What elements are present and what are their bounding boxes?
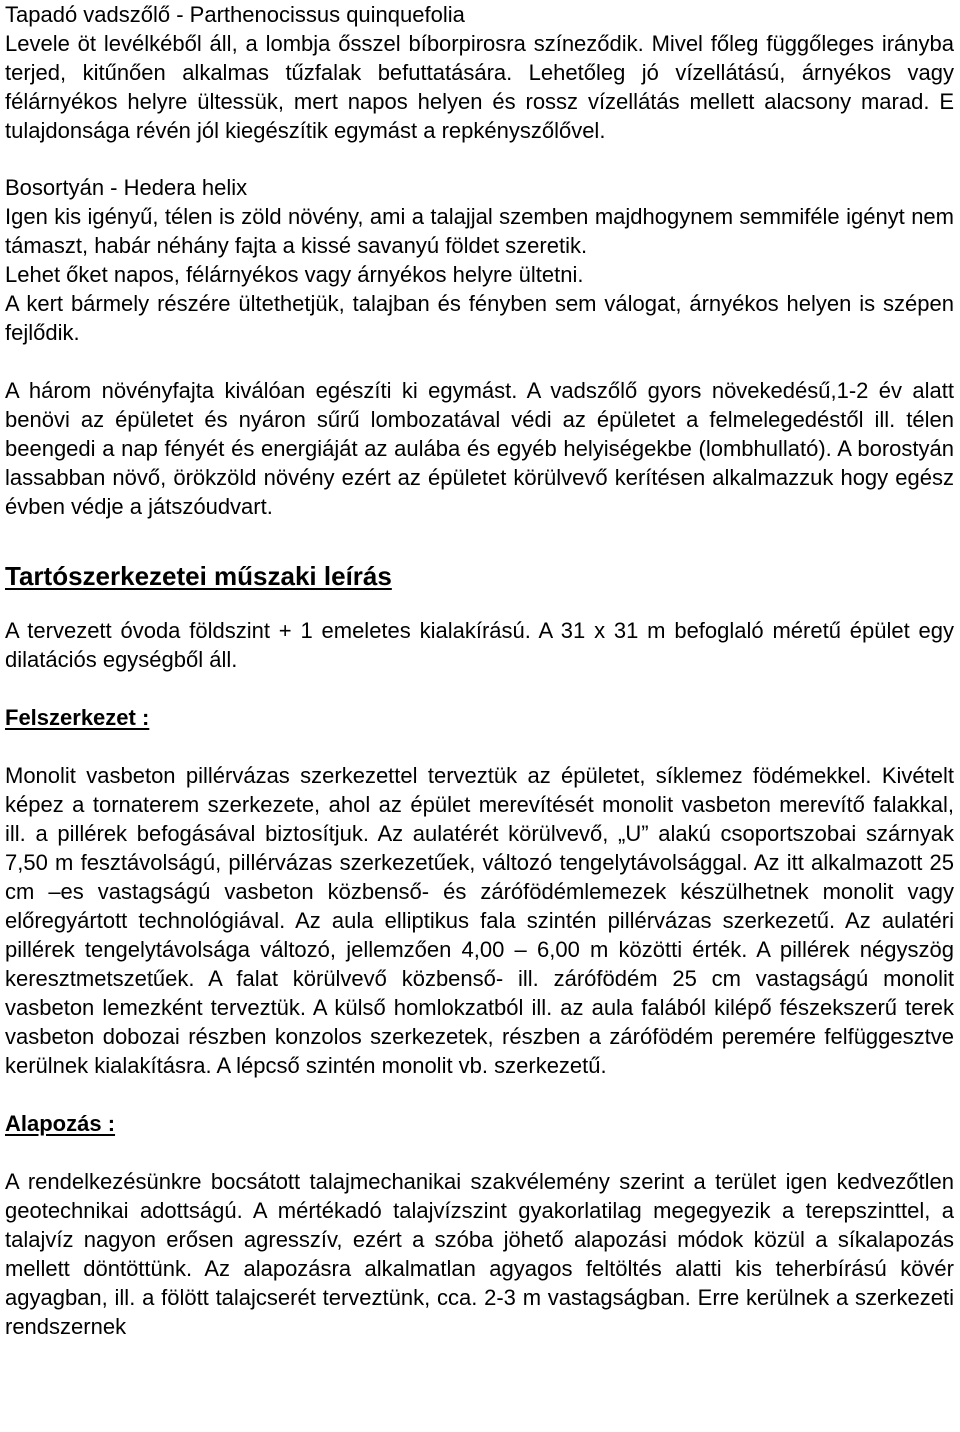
ivy-planting: A kert bármely részére ültethetjük, talajban és fényben sem válogat, árnyékos helyen is szépen fejlődik. <box>5 291 954 345</box>
ivy-title: Bosortyán - Hedera helix <box>5 175 248 200</box>
ivy-light-requirements: Lehet őket napos, félárnyékos vagy árnyékos helyre ültetni. <box>5 262 584 287</box>
superstructure-heading: Felszerkezet : <box>5 705 150 730</box>
structure-intro: A tervezett óvoda földszint + 1 emeletes kialakírású. A 31 x 31 m befoglaló méretű épület egy dilatációs egységből áll. <box>5 618 954 672</box>
foundation-paragraph: A rendelkezésünkre bocsátott talajmechanikai szakvélemény szerint a terület igen kedvezőtlen geotechnikai adottságú. A mértékadó talajvízszint gyakorlatilag megegyezik a terepszinttel, a talajvíz nagyon erősen agresszív, ezért a szóba jöhető alapozási módok közül a síkalapozás mellett döntöttünk. Az alapozásra alkalmatlan agyagos feltöltés alatti kis teherbírású kövér agyagban, ill. a fölött talajcserét terveztünk, cca. 2-3 m vastagságban. Erre kerülnek a szerkezeti rendszernek <box>5 1169 954 1339</box>
superstructure-paragraph: Monolit vasbeton pillérvázas szerkezettel terveztük az épületet, síklemez födémekkel. Kivételt képez a tornaterem szerkezete, ahol az épület merevítését monolit vasbeton merevítő falakkal, ill. a pillérek befogásával biztosítjuk. Az aulatérét körülvevő, „U” alakú csoportszobai szárnyak 7,50 m fesztávolságú, pillérvázas szerkezetűek, változó tengelytávolsággal. Az itt alkalmazott 25 cm –es vastagságú vasbeton közbenső- és zárófödémlemezek készülhetnek monolit vagy előregyártott technológiával. Az aula elliptikus fala szintén pillérvázas szerkezetű. Az aulatéri pillérek tengelytávolsága változó, jellemzően 4,00 – 6,00 m közötti érték. A pillérek négyszög keresztmetszetűek. A falat körülvevő közbenső- ill. zárófödém 25 cm vastagságú monolit vasbeton lemezként terveztük. A külső homlokzatból ill. az aula falából kilépő fészekszerű terek vasbeton dobozai részben konzolos szerkezetek, részben a zárófödém peremére felfüggesztve kerülnek kialakításra. A lépcső szintén monolit vb. szerkezetű. <box>5 763 954 1078</box>
ivy-description: Igen kis igényű, télen is zöld növény, ami a talajjal szemben majdhogynem semmiféle igényt nem támaszt, habár néhány fajta a kissé savanyú földet szeretik. <box>5 204 954 258</box>
vine-title: Tapadó vadszőlő - Parthenocissus quinquefolia <box>5 2 465 27</box>
vine-description: Levele öt levélkéből áll, a lombja ősszel bíborpirosra színeződik. Mivel főleg függőleges irányba terjed, kitűnően alkalmas tűzfalak befuttatására. Lehetőleg jó vízellátású, árnyékos vagy félárnyékos helyre ültessük, mert napos helyen és rossz vízellátás mellett alacsony marad. E tulajdonsága révén jól kiegészítik egymást a repkényszőlővel. <box>5 31 954 143</box>
structure-heading: Tartószerkezetei műszaki leírás <box>5 561 392 591</box>
plants-combined-paragraph: A három növényfajta kiválóan egészíti ki egymást. A vadszőlő gyors növekedésű,1-2 év alatt benövi az épületet és nyáron sűrű lombozatával védi az épületet a felmelegedéstől ill. télen beengedi a nap fényét és energiáját az aulába és egyéb helyiségekbe (lombhullató). A borostyán lassabban növő, örökzöld növény ezért az épületet körülvevő kerítésen alkalmazzuk hogy egész évben védje a játszóudvart. <box>5 378 954 519</box>
foundation-heading: Alapozás : <box>5 1111 116 1136</box>
